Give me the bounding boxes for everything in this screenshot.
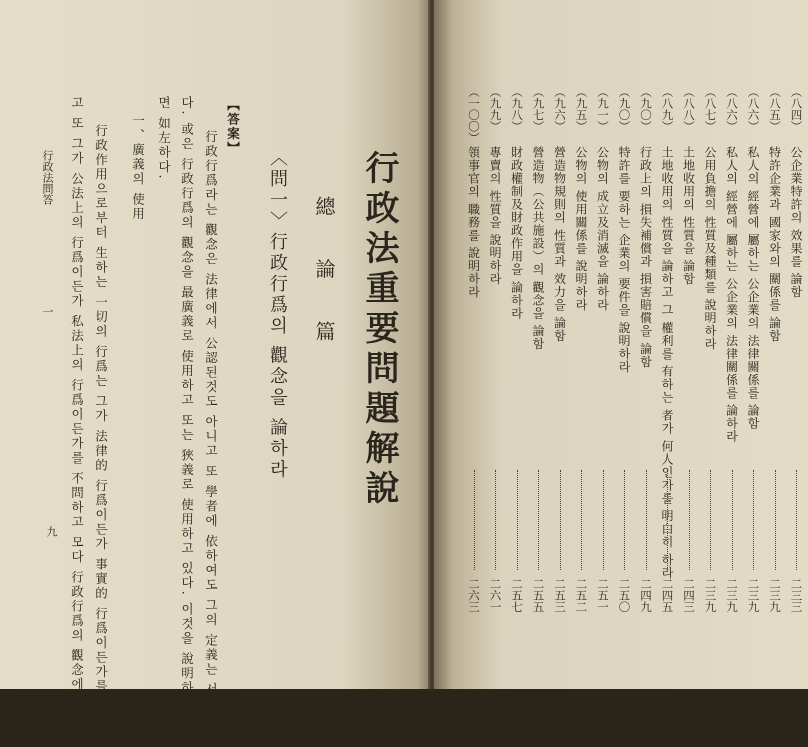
- toc-entry-title: 土地收用의 性質을 論하고 그 權利를 有하는 者가 何人인가를 明白히 하라: [660, 146, 674, 580]
- toc-leader-dots: [753, 470, 755, 570]
- answer-label: 【答案】: [225, 98, 241, 156]
- toc-entry-page: 二三九: [703, 578, 718, 613]
- toc-leader-dots: [775, 470, 777, 570]
- toc-leader-dots: [667, 470, 669, 570]
- toc-leader-dots: [517, 470, 519, 570]
- toc-entry-page: 二六三: [467, 578, 481, 613]
- toc-entry-number: （九六）: [553, 86, 567, 132]
- toc-entry-title: 領事官의 職務를 說明하라: [466, 146, 481, 299]
- toc-entry-number: （九七）: [531, 86, 546, 132]
- toc-entry-number: （九〇）: [617, 86, 632, 132]
- running-head-number: 一: [41, 306, 54, 317]
- body-line-1: 行政作用으로부터 生하는 一切의 行爲는 그가 法律的 行爲이든가 事實的 行爲이든가를 不問하: [93, 124, 109, 744]
- main-title: 行政法重要問題解說: [359, 150, 399, 510]
- toc-entry-page: 二三三: [789, 578, 804, 613]
- page-number: 九: [45, 526, 58, 537]
- toc-leader-dots: [560, 470, 562, 570]
- toc-entry-page: 二三九: [725, 578, 739, 613]
- toc-entry-number: （九一）: [596, 86, 610, 132]
- toc-entry-title: 公物의 成立及消滅을 論하라: [595, 146, 610, 312]
- toc-entry-title: 營造物規則의 性質과 效力을 論함: [552, 146, 567, 343]
- toc-entry-page: 二五一: [596, 578, 610, 613]
- toc-entry-page: 二五二: [574, 578, 589, 613]
- toc-entry-number: （八九）: [660, 86, 675, 132]
- toc-leader-dots: [689, 470, 691, 570]
- toc-leader-dots: [538, 470, 540, 570]
- toc-entry-number: （八七）: [703, 86, 718, 132]
- toc-entry-number: （八八）: [682, 86, 696, 132]
- answer-line-3: 면 如左하다.: [156, 96, 172, 181]
- toc-entry-number: （八六）: [746, 86, 761, 132]
- answer-line-2: 다. 或은 行政行爲의 觀念을 最廣義로 使用하고 또는 狹義로 使用하고 있다. 이것을 說明하: [179, 96, 195, 696]
- toc-entry-title: 私人의 經營에 屬하는 公企業의 法律關係를 論함: [746, 146, 760, 431]
- toc-entry-title: 公用負擔의 性質及種類를 說明하라: [703, 146, 717, 351]
- toc-entry-title: 私人의 經營에 屬하는 公企業의 法律關係를 論하라: [724, 146, 739, 444]
- toc-entry-number: （一〇〇）: [467, 86, 481, 144]
- toc-entry-number: （八六）: [725, 86, 739, 132]
- toc-entry-number: （九八）: [510, 86, 524, 132]
- body-line-2: 고 또 그가 公法上의 行爲이든가 私法上의 行爲이든가를 不問하고 모다 行政行爲의 觀念에 包: [69, 96, 85, 713]
- toc-leader-dots: [796, 470, 798, 570]
- toc-entry-title: 公物의 使用關係를 說明하라: [574, 146, 588, 312]
- toc-leader-dots: [474, 470, 476, 570]
- toc-entry-number: （八四）: [789, 86, 804, 132]
- toc-entry-title: 行政上의 損失補償과 損害賠償을 論함: [638, 146, 653, 369]
- toc-entry-number: （九九）: [488, 86, 503, 132]
- toc-entry-page: 二五五: [531, 578, 546, 613]
- toc-entry-page: 二五七: [510, 578, 524, 613]
- toc-leader-dots: [603, 470, 605, 570]
- toc-leader-dots: [624, 470, 626, 570]
- toc-entry-number: （九〇）: [639, 86, 653, 132]
- toc-leader-dots: [710, 470, 712, 570]
- toc-entry-page: 二五〇: [617, 578, 632, 613]
- running-head: 行政法問答: [41, 150, 54, 205]
- toc-leader-dots: [732, 470, 734, 570]
- question-heading: 〈問一〉行政行爲의 觀念을 論하라: [267, 148, 288, 481]
- toc-entry-title: 特許企業과 國家와의 關係를 論함: [767, 146, 782, 343]
- toc-entry-title: 專賣의 性質을 說明하라: [488, 146, 502, 286]
- toc-entry-title: 營造物（公共施設）의 觀念을 論함: [531, 146, 545, 351]
- section-title: 總 論 篇: [312, 196, 336, 359]
- toc-leader-dots: [646, 470, 648, 570]
- toc-entry-page: 二三九: [768, 578, 782, 613]
- toc-entry-title: 財政權制及財政作用을 論하라: [509, 146, 524, 320]
- toc-entry-title: 公企業特許의 效果를 論함: [789, 146, 803, 299]
- toc-entry-page: 二五三: [553, 578, 567, 613]
- toc-entry-title: 特許를 要하는 企業의 要件을 說明하라: [617, 146, 631, 374]
- toc-entry-page: 二四三: [682, 578, 696, 613]
- toc-entry-page: 二四九: [639, 578, 653, 613]
- right-page: [434, 0, 808, 689]
- answer-line-1: 行政行爲라는 觀念은 法律에서 公認된것도 아니고 또 學者에 依하여도 그의 定義는 서로 다르: [203, 130, 219, 747]
- toc-entry-number: （八五）: [768, 86, 782, 132]
- toc-entry-title: 土地收用의 性質을 論함: [681, 146, 696, 286]
- toc-entry-page: 二三九: [746, 578, 761, 613]
- toc-entry-page: 二四五: [660, 578, 675, 613]
- subheading: 一、廣義의 使用: [130, 114, 146, 222]
- toc-leader-dots: [495, 470, 497, 570]
- toc-entry-page: 二六一: [488, 578, 503, 613]
- toc-entry-number: （九五）: [574, 86, 589, 132]
- toc-leader-dots: [581, 470, 583, 570]
